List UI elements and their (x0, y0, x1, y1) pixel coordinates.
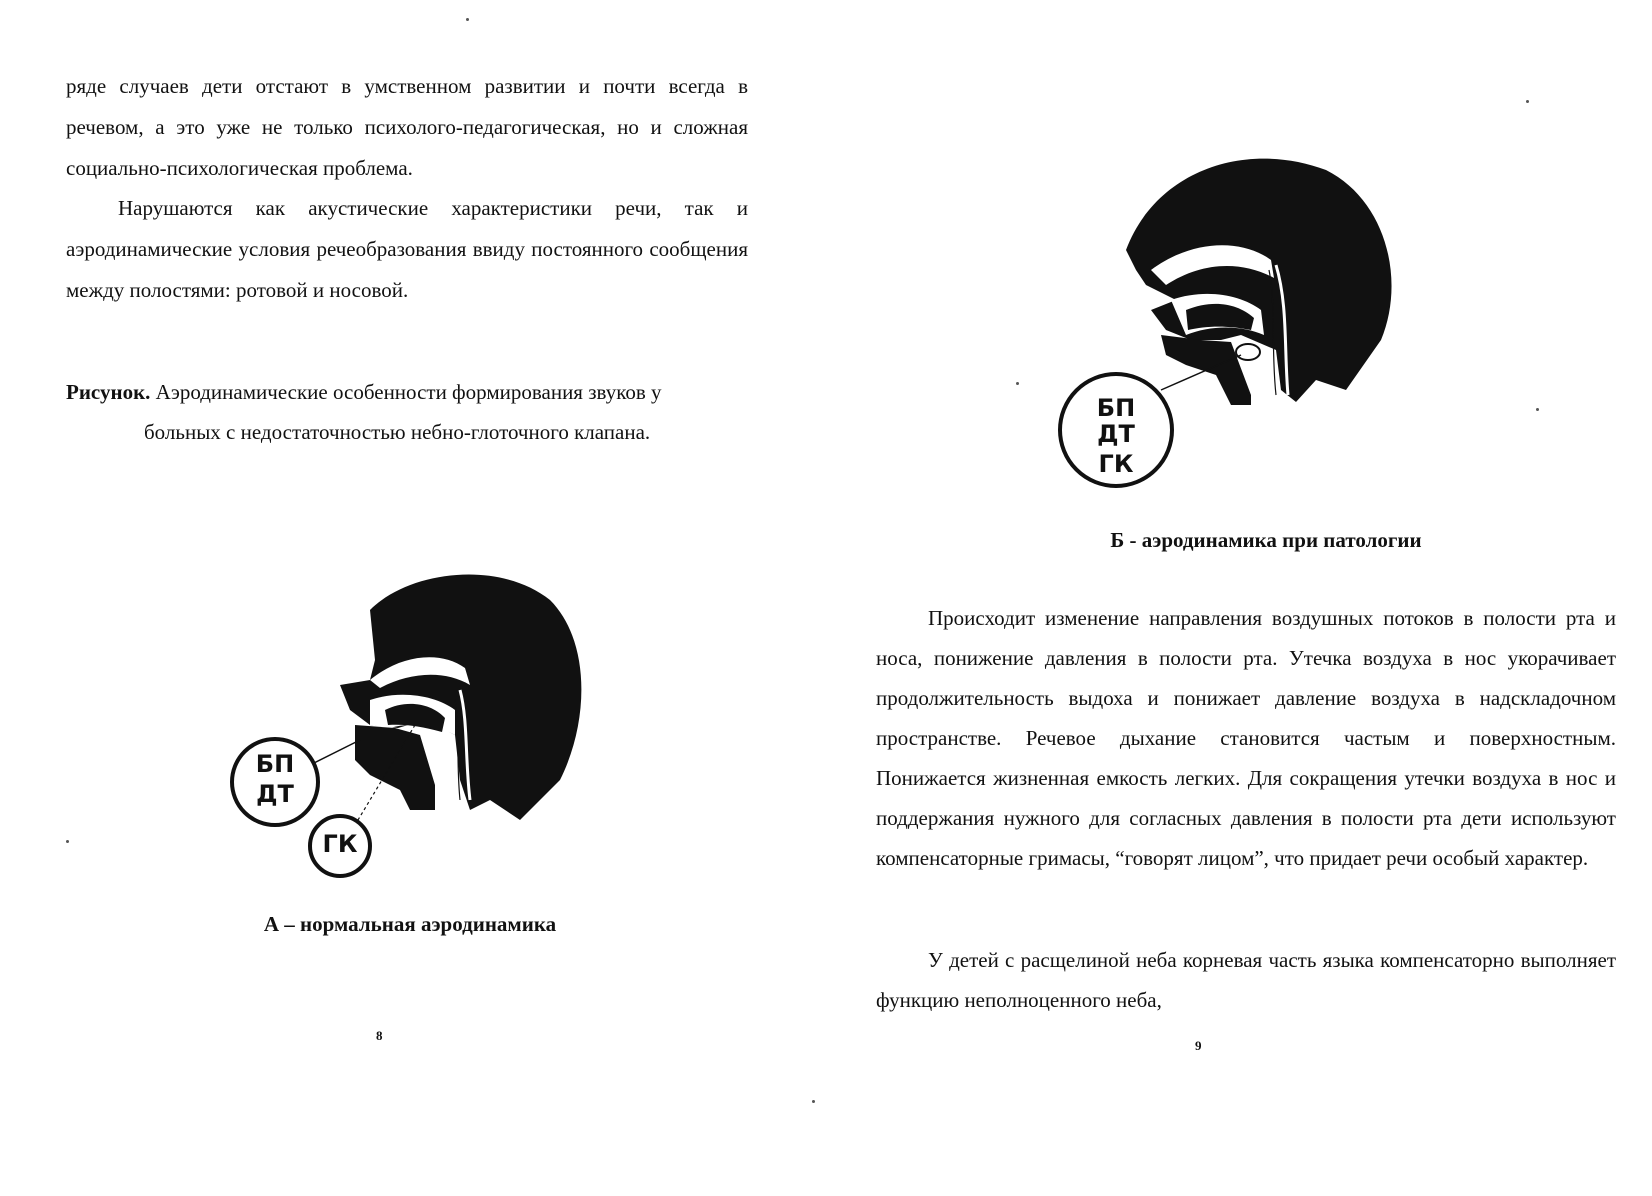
figure-b-caption: Б - аэродинамика при патологии (1110, 528, 1422, 552)
scan-speck (1526, 100, 1529, 103)
figure-b-label-bp: БП (1096, 394, 1136, 422)
right-page-number: 9 (1195, 1038, 1202, 1053)
figure-b-label-dt: ДТ (1097, 420, 1135, 448)
figure-label: Рисунок. (66, 380, 151, 404)
figure-title (66, 372, 748, 452)
scan-speck (466, 18, 469, 21)
figure-title-line2: больных с недостаточностью небно-глоточного клапана. (144, 420, 651, 444)
jaw-neck (355, 725, 435, 810)
figure-b-label-gk: ГК (1098, 450, 1134, 478)
scan-speck (1016, 382, 1019, 385)
left-paragraph-1: ряде случаев дети отстают в умственном развитии и почти всегда в речевом, а это уже не только психолого-педагогическая, но и сложная социально-психологическая проблема. (66, 74, 748, 180)
figure-title-line1: Аэродинамические особенности формирования звуков у (155, 380, 662, 404)
right-page (826, 0, 1652, 1196)
figure-a-caption: А – нормальная аэродинамика (263, 912, 557, 936)
right-paragraph-1: Происходит изменение направления воздушных потоков в полости рта и носа, понижение давления в полости рта. Утечка воздуха в нос укорачивает продолжительность выдоха и понижает давление воздуха в надскладочном пространстве. Речевое дыхание становится частым и поверхностным. Понижается жизненная емкость легких. Для сокращения утечки воздуха в нос и поддержания нужного для согласных давления в полости рта дети используют компенсаторные гримасы, “говорят лицом”, что придает речи особый характер. (876, 606, 1616, 870)
figure-a-head-diagram (220, 560, 600, 920)
left-page-number: 8 (376, 1028, 383, 1043)
left-paragraph-2: Нарушаются как акустические характеристики речи, так и аэродинамические условия речеобразования ввиду постоянного сообщения между полостями: ротовой и носовой. (66, 196, 748, 302)
right-paragraph-2: У детей с расщелиной неба корневая часть языка компенсаторно выполняет функцию неполноценного неба, (876, 948, 1616, 1012)
figure-a-label-gk: ГК (322, 830, 358, 858)
figure-a-label-bp: БП (255, 750, 295, 778)
figure-b-head-diagram (1026, 130, 1416, 510)
figure-a-label-dt: ДТ (256, 780, 294, 808)
scan-speck (812, 1100, 815, 1103)
scan-speck (1536, 408, 1539, 411)
scan-speck (66, 840, 69, 843)
